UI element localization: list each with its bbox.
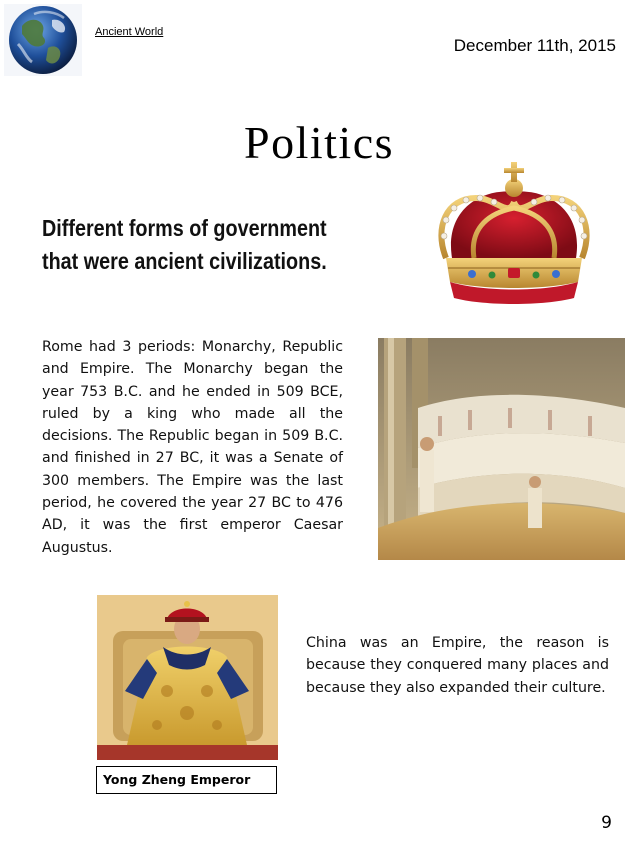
page-title: Politics xyxy=(243,117,395,168)
rome-paragraph: Rome had 3 periods: Monarchy, Republic and Empire. The Monarchy began the year 753 B.C. and he ended in 509 BCE, ruled by a king who made all the decisions. The Republic began in 509 B.C. and finished in 27 BC, it was a Senate of 300 members. The Empire was the last period, he covered the year 27 BC to 476 AD, it was the first emperor Caesar Augustus. xyxy=(42,339,343,556)
section-subtitle xyxy=(42,212,352,278)
page-number: 9 xyxy=(601,813,612,833)
earth-globe-icon xyxy=(4,4,82,76)
header-link-ancient-world[interactable]: Ancient World xyxy=(95,26,164,38)
header-date: December 11th, 2015 xyxy=(453,36,616,55)
yong-zheng-emperor-portrait xyxy=(97,595,278,760)
royal-crown-image xyxy=(424,158,604,308)
roman-senate-painting xyxy=(378,338,625,560)
subtitle-line-1: Different forms of government xyxy=(42,215,327,241)
china-paragraph: China was an Empire, the reason is because they conquered many places and because they also expanded their culture. xyxy=(306,635,609,696)
subtitle-line-2: that were ancient civilizations. xyxy=(42,248,327,274)
emperor-caption: Yong Zheng Emperor xyxy=(96,766,277,794)
